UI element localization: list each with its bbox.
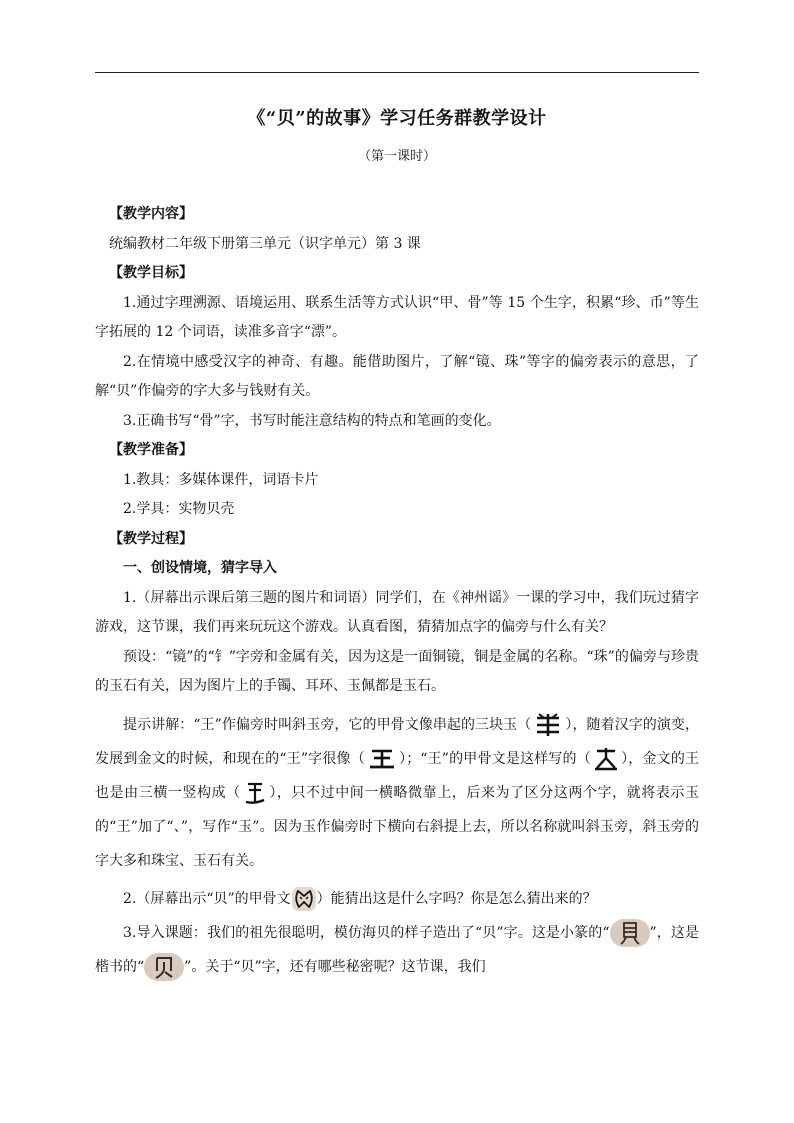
page-subtitle: （第一课时） bbox=[357, 149, 436, 164]
bronze-jade-glyph-icon bbox=[365, 746, 399, 772]
section-heading-content: 【教学内容】 bbox=[109, 206, 193, 222]
prep-2: 2.学具：实物贝壳 bbox=[123, 501, 235, 517]
p3-text-c: ）；“王”的甲骨文是这样写的（ bbox=[398, 750, 591, 767]
process-paragraph-1: 1.（屏幕出示课后第三题的图片和词语）同学们，在《神州谣》一课的学习中，我们玩过猜字游戏，这节课，我们再来玩玩这个游戏。认真看图，猜猜加点字的偏旁与什么有关？ bbox=[95, 589, 699, 635]
p4-text-b: ）能猜出这是什么字吗？你是怎么猜出来的？ bbox=[316, 890, 597, 907]
content-text: 统编教材二年级下册第三单元（识字单元）第 3 课 bbox=[109, 235, 421, 252]
p3-text-a: 提示讲解：“王”作偏旁时叫斜玉旁，它的甲骨文像串起的三块玉（ bbox=[123, 716, 532, 733]
oracle-jade-glyph-icon bbox=[531, 712, 565, 738]
oracle-shell-glyph-icon bbox=[291, 886, 317, 912]
p3-text-b: ），随着汉字的演变，发展到金文的时候，和现在的“王”字很像（ bbox=[95, 716, 699, 767]
oracle-king-glyph-icon bbox=[591, 746, 621, 772]
p3-text-e: ），只不过中间一横略微靠上，后来为了区分这两个字，就将表示玉的“王”加了“、”，写作“玉”。因为玉作偏旁时下横向右斜提上去，所以名称就叫斜玉旁，斜玉旁的字大多和珠宝、玉石有关。 bbox=[95, 784, 699, 869]
process-paragraph-4 bbox=[95, 882, 699, 916]
header-rule bbox=[95, 72, 699, 73]
section-heading-process: 【教学过程】 bbox=[109, 530, 193, 547]
process-paragraph-3 bbox=[95, 708, 699, 878]
p5-text-b: ”，这是 楷书的“ bbox=[95, 924, 699, 975]
process-paragraph-5 bbox=[95, 916, 699, 984]
p3-text-d: ），金文的王也是由三横一竖构成（ bbox=[95, 750, 699, 801]
document-body bbox=[95, 200, 699, 984]
step-1-heading: 一、创设情境，猜字导入 bbox=[123, 560, 277, 576]
goal-2: 2.在情境中感受汉字的神奇、有趣。能借助图片，了解“镜、珠”等字的偏旁表示的意思，了解“贝”作偏旁的字大多与钱财有关。 bbox=[95, 353, 699, 399]
p5-text-c: ”。关于“贝”字，还有哪些秘密呢？这节课，我们 bbox=[184, 958, 486, 975]
bronze-king-glyph-icon bbox=[241, 780, 269, 806]
p4-text-a: 2.（屏幕出示“贝”的甲骨文 bbox=[123, 890, 291, 907]
section-heading-prep: 【教学准备】 bbox=[109, 442, 193, 458]
p5-text-a: 3.导入课题：我们的祖先很聪明，模仿海贝的样子造出了“贝”字。这是小篆的“ bbox=[123, 924, 610, 941]
prep-1: 1.教具：多媒体课件，词语卡片 bbox=[123, 471, 319, 488]
goal-1: 1.通过字理溯源、语境运用、联系生活等方式认识“甲、骨”等 15 个生字，积累“珍、币”等生字拓展的 12 个词语，读准多音字“漂”。 bbox=[95, 294, 699, 340]
seal-shell-glyph-icon bbox=[610, 919, 650, 947]
section-heading-goals: 【教学目标】 bbox=[109, 265, 193, 281]
process-paragraph-2: 预设：“镜”的“钅”字旁和金属有关，因为这是一面铜镜，铜是金属的名称。“珠”的偏旁与珍贵的玉石有关，因为图片上的手镯、耳环、玉佩都是玉石。 bbox=[95, 648, 699, 694]
page-title: 《“贝”的故事》学习任务群教学设计 bbox=[247, 108, 547, 129]
regular-shell-glyph-icon bbox=[144, 953, 184, 981]
goal-3: 3.正确书写“骨”字，书写时能注意结构的特点和笔画的变化。 bbox=[123, 412, 501, 429]
